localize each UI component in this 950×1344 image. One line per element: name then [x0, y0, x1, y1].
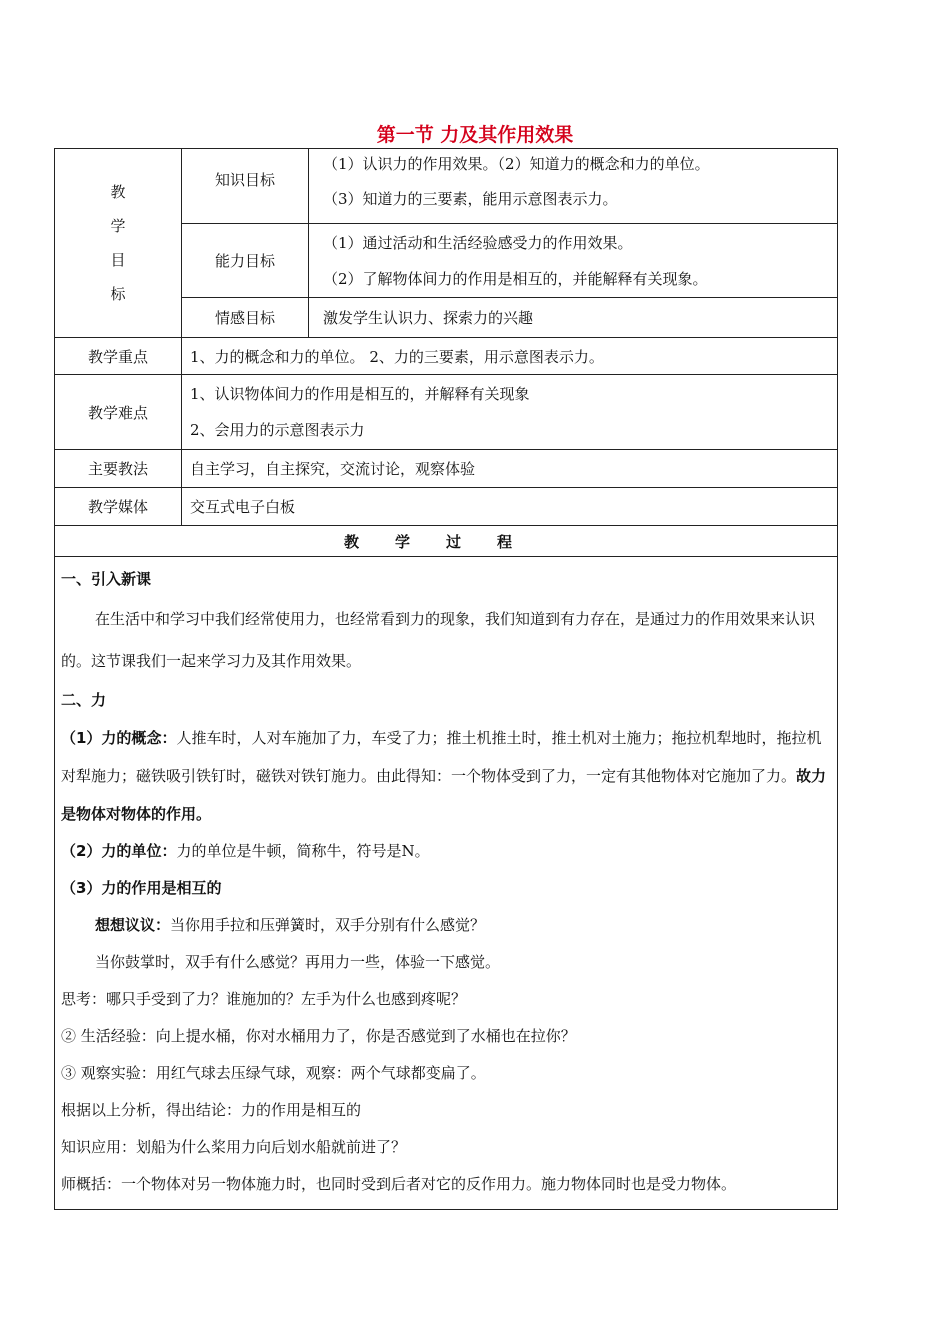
force-unit-text: 力的单位是牛顿，简称牛，符号是N。 [176, 842, 430, 860]
force-unit-label: （2）力的单位： [61, 842, 177, 860]
teaching-method-row [55, 450, 838, 488]
process-content [55, 557, 838, 1210]
application-paragraph: 知识应用：划船为什么桨用力向后划水船就前进了？ [61, 1138, 407, 1156]
key-points-label: 教学重点 [55, 338, 182, 375]
ability-goal-content: （1）通过活动和生活经验感受力的作用效果。 （2）了解物体间力的作用是相互的，并能解释有关现象。 [309, 224, 838, 298]
section-force-heading: 二、力 [61, 691, 107, 709]
force-concept-label: （1）力的概念： [61, 729, 177, 747]
teaching-media-content: 交互式电子白板 [182, 488, 838, 526]
teaching-method-label: 主要教法 [55, 450, 182, 488]
section-intro-text: 在生活中和学习中我们经常使用力，也经常看到力的现象，我们知道到有力存在，是通过力的作用效果来认识的。这节课我们一起来学习力及其作用效果。 [61, 610, 816, 670]
ability-goal-label: 能力目标 [182, 224, 309, 298]
clap-paragraph: 当你鼓掌时，双手有什么感觉？再用力一些，体验一下感觉。 [95, 953, 501, 971]
mutual-force-heading: （3）力的作用是相互的 [61, 879, 222, 897]
experiment-paragraph: ③ 观察实验：用红气球去压绿气球，观察：两个气球都变扁了。 [61, 1064, 486, 1082]
ponder-paragraph: 思考：哪只手受到了力？谁施加的？左手为什么也感到疼呢？ [61, 990, 467, 1008]
think-discuss-paragraph [61, 907, 831, 944]
teaching-media-row [55, 488, 838, 526]
summary-paragraph: 师概括：一个物体对另一物体施力时，也同时受到后者对它的反作用力。施力物体同时也是受力物体。 [61, 1175, 737, 1193]
difficult-points-label: 教学难点 [55, 375, 182, 450]
lesson-plan-table [54, 148, 838, 1210]
knowledge-goal-row [55, 149, 838, 224]
process-heading-row [55, 526, 838, 557]
process-heading: 教学过程 [55, 526, 838, 557]
force-concept-paragraph [61, 719, 831, 833]
page-title: 第一节 力及其作用效果 [376, 124, 574, 146]
emotion-goal-content: 激发学生认识力、探索力的兴趣 [309, 298, 838, 338]
knowledge-goal-content: （1）认识力的作用效果。（2）知道力的概念和力的单位。 （3）知道力的三要素，能用示意图表示力。 [309, 149, 838, 224]
difficult-points-row [55, 375, 838, 450]
teaching-method-content: 自主学习，自主探究，交流讨论，观察体验 [182, 450, 838, 488]
teaching-goals-label: 教 学 目 标 [55, 149, 182, 338]
think-discuss-label: 想想议议： [95, 916, 171, 934]
key-points-content: 1、力的概念和力的单位。 2、力的三要素，用示意图表示力。 [182, 338, 838, 375]
knowledge-goal-label: 知识目标 [182, 149, 309, 224]
force-concept-text: 人推车时，人对车施加了力，车受了力；推土机推土时，推土机对土施力；拖拉机犁地时，拖拉机对犁施力；磁铁吸引铁钉时，磁铁对铁钉施力。由此得知：一个物体受到了力，一定有其他物体对它施加了力。 [61, 729, 822, 785]
process-row [55, 557, 838, 1210]
difficult-points-content: 1、认识物体间力的作用是相互的，并解释有关现象 2、会用力的示意图表示力 [182, 375, 838, 450]
teaching-media-label: 教学媒体 [55, 488, 182, 526]
conclusion-paragraph: 根据以上分析，得出结论：力的作用是相互的 [61, 1101, 362, 1119]
force-concept-conclusion: 故力是物体对物体的作用。 [61, 767, 827, 823]
think-discuss-text: 当你用手拉和压弹簧时，双手分别有什么感觉？ [170, 916, 486, 934]
section-intro-heading: 一、引入新课 [61, 570, 152, 588]
key-points-row [55, 338, 838, 375]
force-unit-paragraph [61, 833, 831, 870]
life-experience-paragraph: ② 生活经验：向上提水桶，你对水桶用力了，你是否感觉到了水桶也在拉你？ [61, 1027, 576, 1045]
emotion-goal-label: 情感目标 [182, 298, 309, 338]
